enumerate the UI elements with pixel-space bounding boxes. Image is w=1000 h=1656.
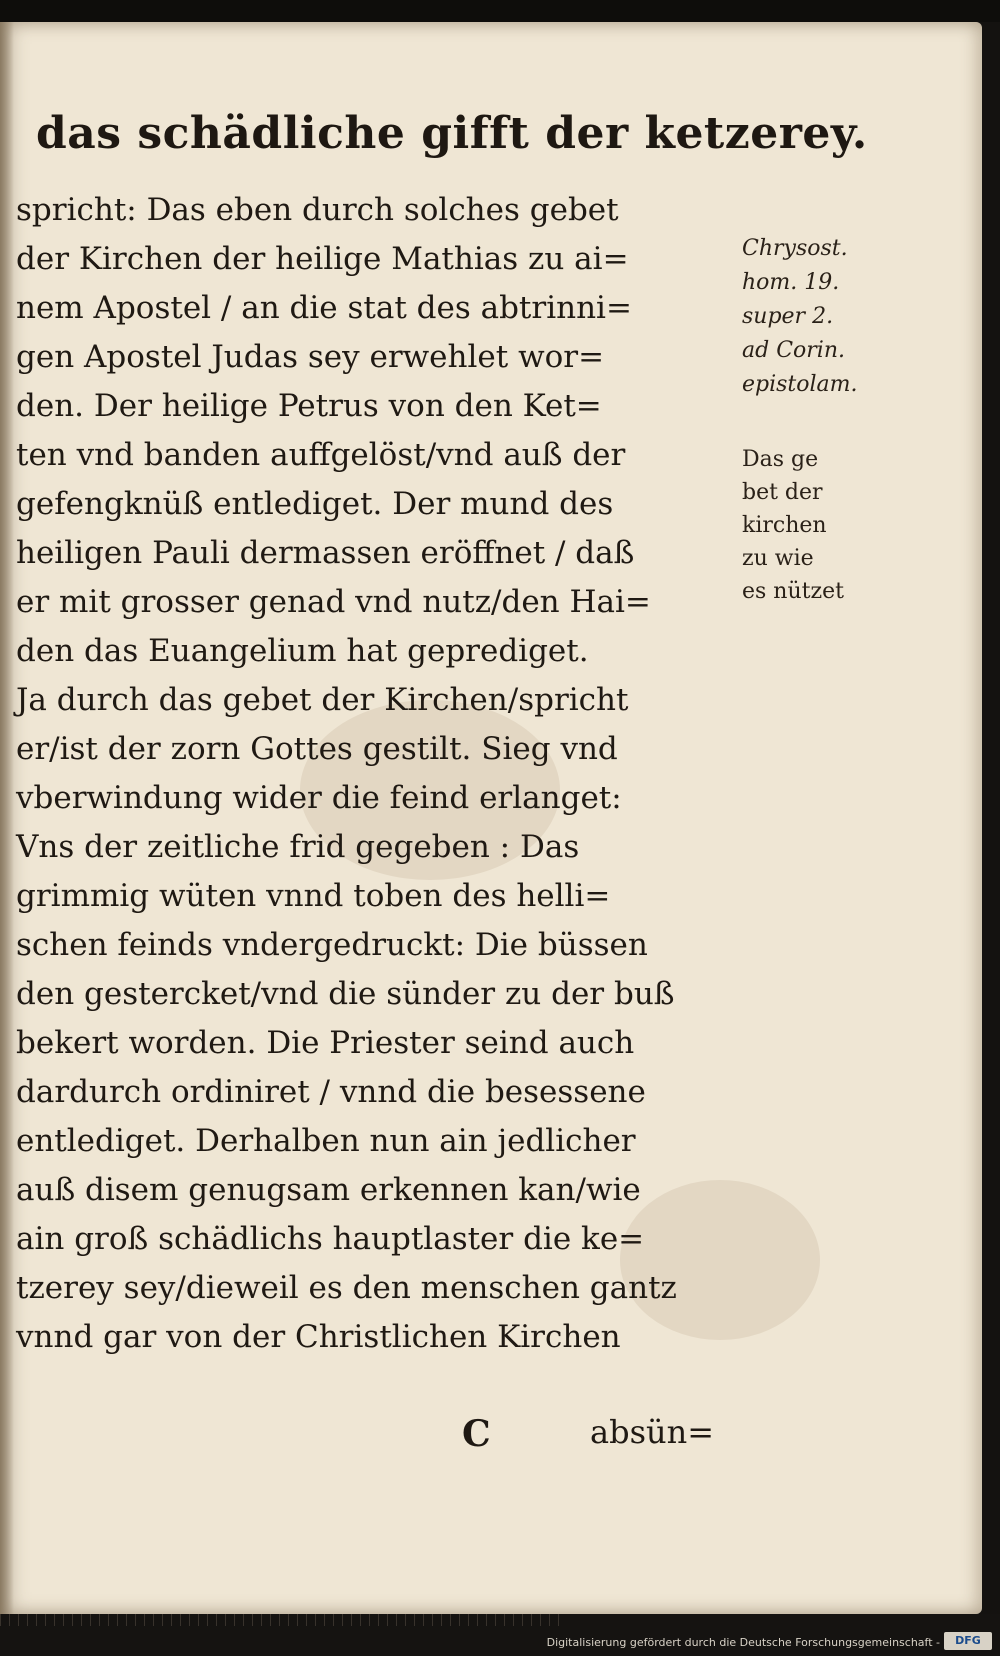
text-line: spricht: Das eben durch solches gebet bbox=[16, 192, 619, 228]
dfg-logo-icon: DFG bbox=[944, 1632, 992, 1650]
margin-note-line: es nützet bbox=[742, 579, 844, 604]
text-line: er/ist der zorn Gottes gestilt. Sieg vnd bbox=[16, 731, 618, 767]
text-line: vnnd gar von der Christlichen Kirchen bbox=[16, 1319, 621, 1355]
text-line: gen Apostel Judas sey erwehlet wor= bbox=[16, 339, 605, 375]
scan-top-edge bbox=[0, 0, 1000, 22]
text-line: der Kirchen der heilige Mathias zu ai= bbox=[16, 241, 629, 277]
text-line: tzerey sey/dieweil es den menschen gantz bbox=[16, 1270, 677, 1306]
text-line: Vns der zeitliche frid gegeben : Das bbox=[16, 829, 580, 865]
scan-ruler bbox=[0, 1614, 560, 1626]
text-line: grimmig wüten vnnd toben des helli= bbox=[16, 878, 611, 914]
text-line: auß disem genugsam erkennen kan/wie bbox=[16, 1172, 641, 1208]
text-line: ten vnd banden auffgelöst/vnd auß der bbox=[16, 437, 626, 473]
margin-note-summary bbox=[742, 443, 872, 608]
margin-note-line: Chrysost. bbox=[742, 236, 848, 261]
margin-note-line: bet der bbox=[742, 480, 823, 505]
margin-note-line: ad Corin. bbox=[742, 338, 845, 363]
text-line: den. Der heilige Petrus von den Ket= bbox=[16, 388, 602, 424]
text-line: nem Apostel / an die stat des abtrinni= bbox=[16, 290, 632, 326]
text-line: den gestercket/vnd die sünder zu der buß bbox=[16, 976, 675, 1012]
text-line: Ja durch das gebet der Kirchen/spricht bbox=[16, 682, 629, 718]
catchword: absün= bbox=[590, 1413, 715, 1451]
margin-note-line: super 2. bbox=[742, 304, 834, 329]
text-line: er mit grosser genad vnd nutz/den Hai= bbox=[16, 584, 651, 620]
signature-mark: C bbox=[462, 1413, 491, 1455]
text-line: den das Euangelium hat geprediget. bbox=[16, 633, 589, 669]
page-gutter-shadow bbox=[0, 22, 14, 1614]
running-head: das schädliche gifft der ketzerey. bbox=[36, 108, 868, 159]
margin-note-line: epistolam. bbox=[742, 372, 858, 397]
text-line: heiligen Pauli dermassen eröffnet / daß bbox=[16, 535, 635, 571]
margin-note-line: hom. 19. bbox=[742, 270, 840, 295]
text-line: ain groß schädlichs hauptlaster die ke= bbox=[16, 1221, 645, 1257]
margin-note-line: zu wie bbox=[742, 546, 814, 571]
digitization-credit: Digitalisierung gefördert durch die Deutsche Forschungsgemeinschaft - bbox=[546, 1636, 940, 1649]
margin-note-citation bbox=[742, 232, 872, 402]
margin-note-line: Das ge bbox=[742, 447, 819, 472]
text-line: entlediget. Derhalben nun ain jedlicher bbox=[16, 1123, 636, 1159]
margin-note-line: kirchen bbox=[742, 513, 827, 538]
text-line: gefengknüß entlediget. Der mund des bbox=[16, 486, 614, 522]
text-line: dardurch ordiniret / vnnd die besessene bbox=[16, 1074, 646, 1110]
main-text-block bbox=[16, 186, 736, 1362]
text-line: schen feinds vndergedruckt: Die büssen bbox=[16, 927, 648, 963]
text-line: vberwindung wider die feind erlanget: bbox=[16, 780, 622, 816]
text-line: bekert worden. Die Priester seind auch bbox=[16, 1025, 635, 1061]
